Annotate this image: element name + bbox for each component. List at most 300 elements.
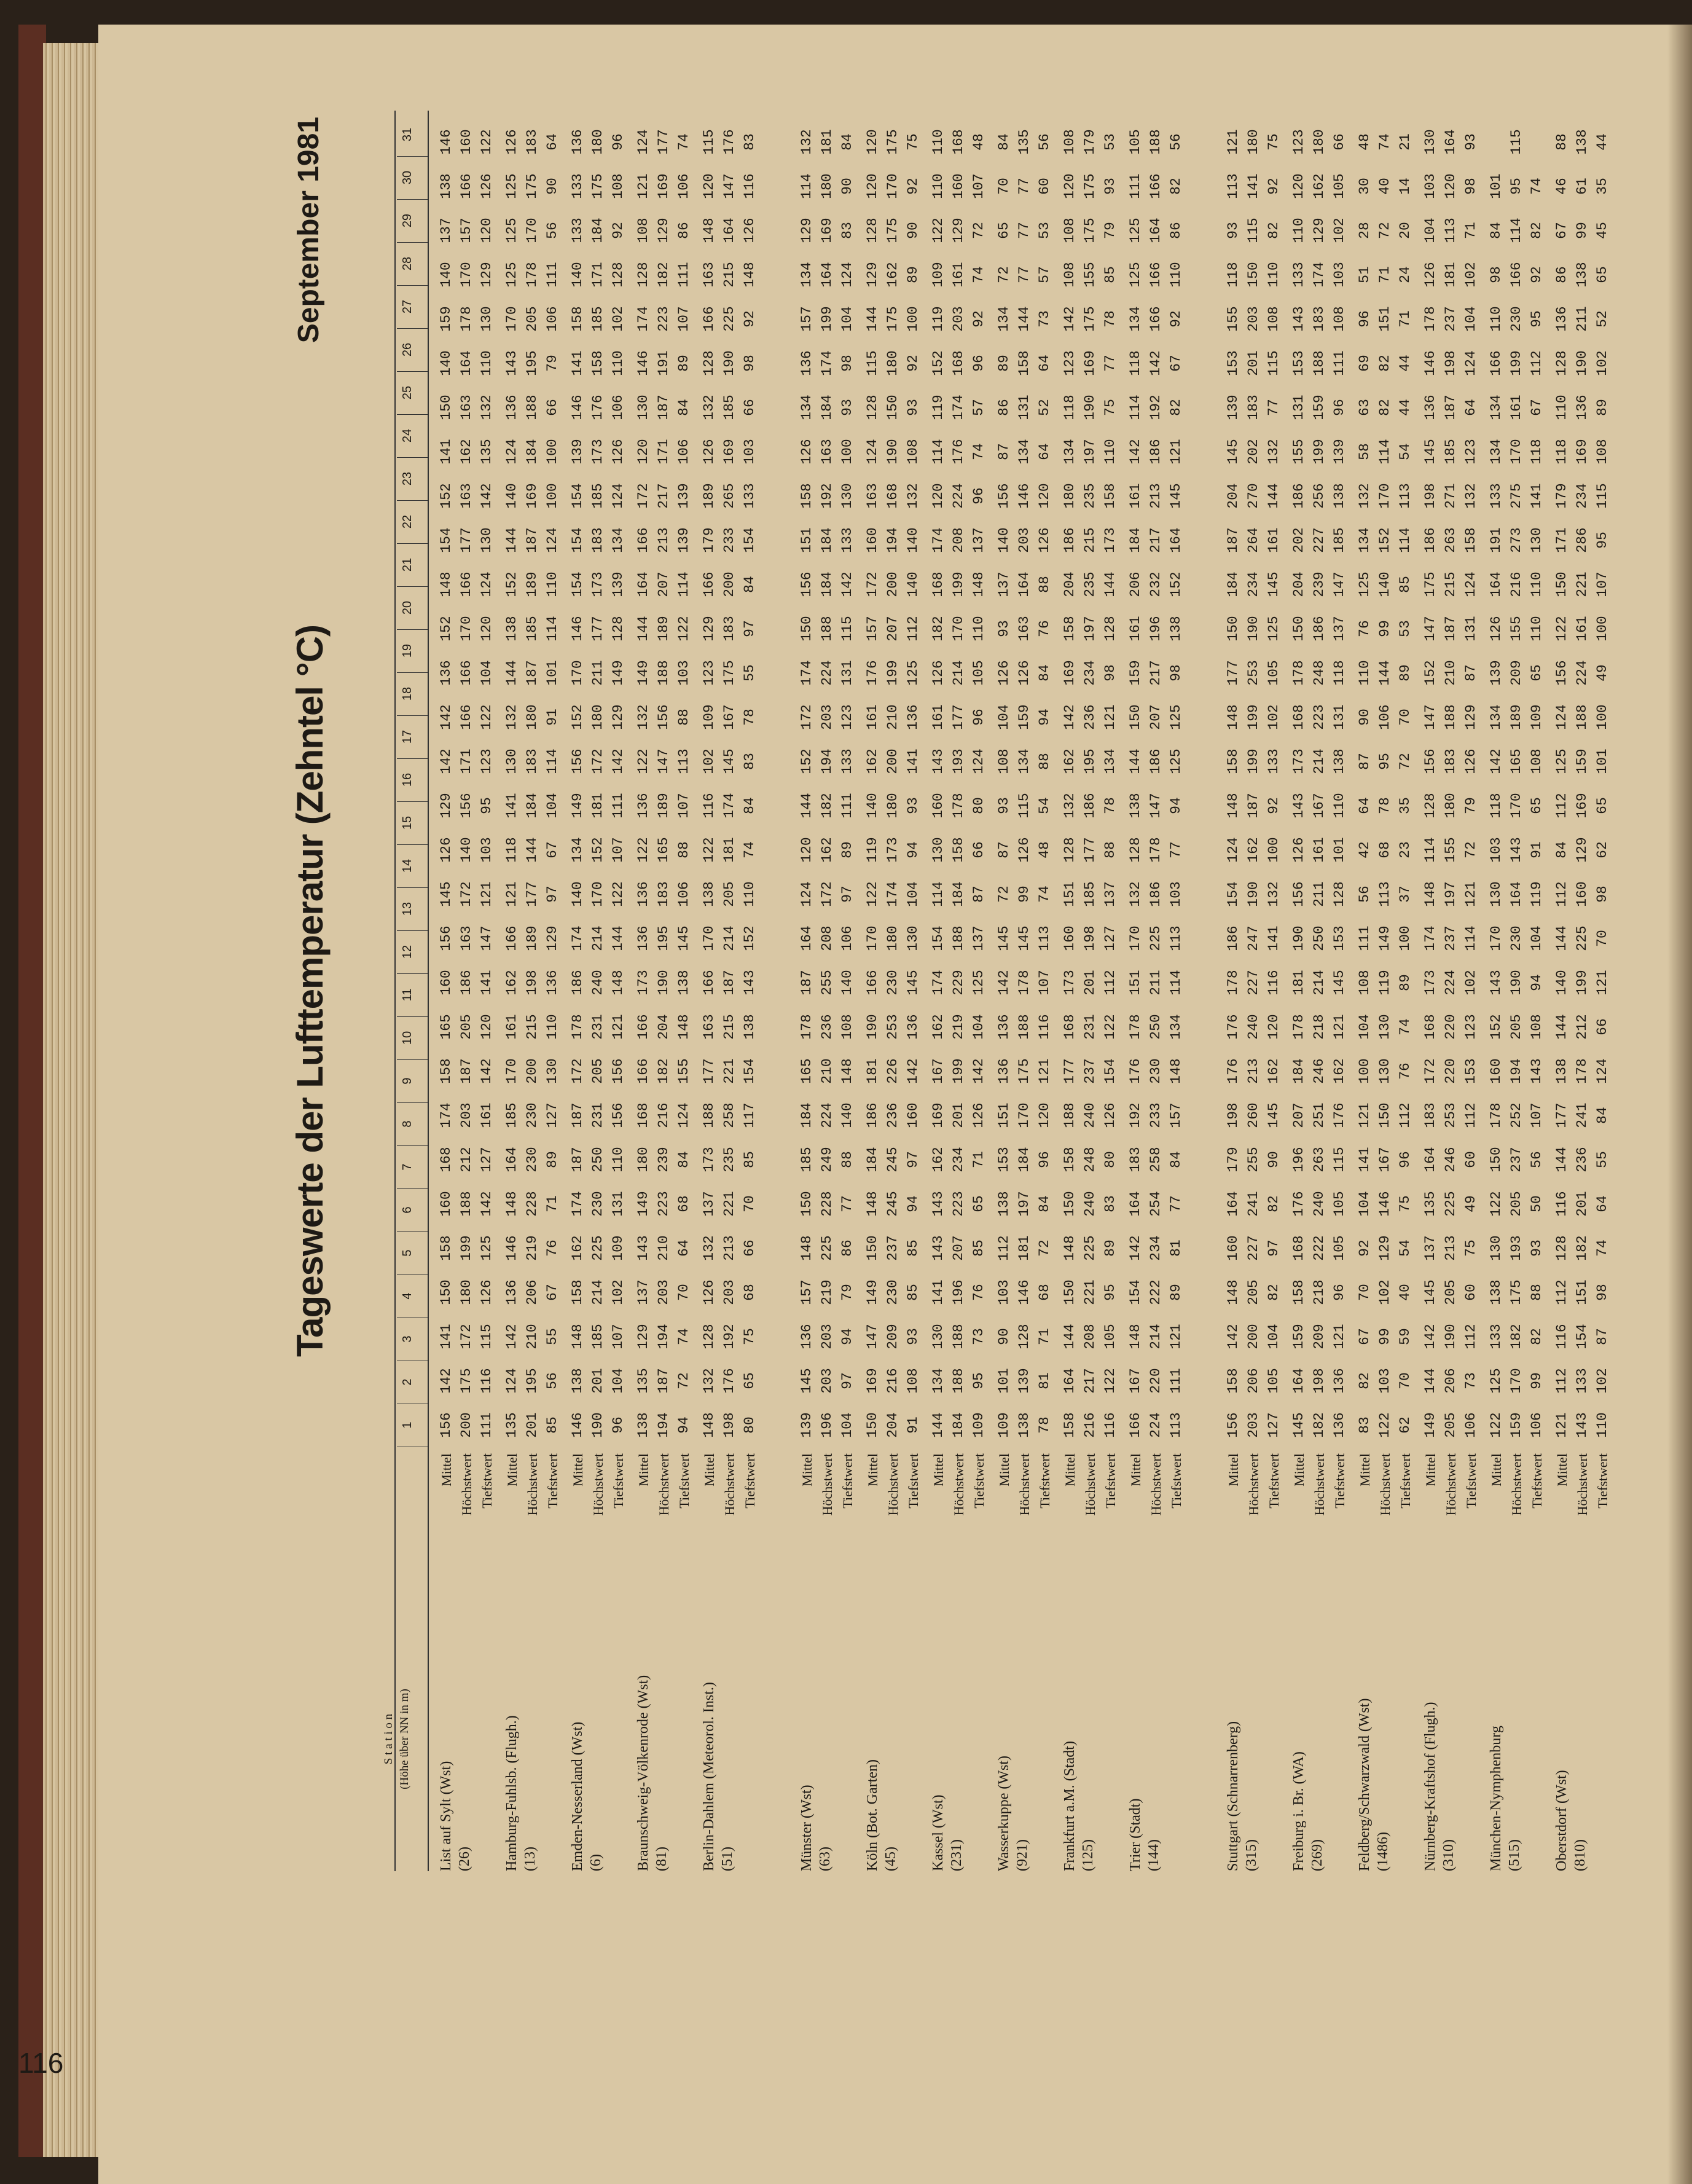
table-cell: 177 [1225, 660, 1241, 686]
table-cell: 170 [1508, 1368, 1524, 1394]
table-cell: 84 [742, 797, 758, 814]
table-cell: 147 [1422, 616, 1438, 642]
table-cell: 186 [864, 1102, 880, 1128]
table-cell: 170 [864, 925, 880, 951]
station-elevation: (26) [456, 1847, 472, 1871]
table-cell: 113 [676, 748, 692, 774]
table-cell: 223 [656, 306, 672, 332]
table-cell: 212 [1574, 1014, 1590, 1040]
table-cell: 221 [721, 1058, 737, 1084]
table-cell: 76 [1357, 620, 1373, 637]
table-cell: 109 [701, 704, 717, 730]
table-cell: 90 [1266, 1151, 1282, 1168]
table-cell: 134 [1016, 439, 1032, 465]
table-cell: 88 [1036, 753, 1052, 770]
table-cell: 168 [1291, 704, 1307, 730]
station-name: Wasserkuppe (Wst) [996, 1755, 1012, 1871]
table-cell: 230 [1508, 925, 1524, 951]
table-cell: 147 [1148, 793, 1164, 819]
table-cell: 187 [799, 970, 815, 996]
month-label: September 1981 [292, 117, 325, 344]
table-cell: 185 [590, 306, 606, 332]
table-cell: 150 [1245, 262, 1261, 288]
table-cell: 110 [1266, 262, 1282, 288]
day-number: 26 [401, 342, 414, 357]
table-cell: 198 [1082, 925, 1098, 951]
table-cell: 151 [1127, 970, 1143, 996]
table-cell: 260 [1245, 1102, 1261, 1128]
table-cell: 126 [1488, 616, 1504, 642]
table-cell: 177 [524, 881, 540, 907]
table-cell: 172 [819, 881, 835, 907]
table-cell: 148 [864, 1191, 880, 1217]
table-cell: 44 [1397, 355, 1413, 372]
table-cell: 103 [479, 837, 495, 863]
table-cell: 71 [971, 1151, 987, 1168]
table-cell: 169 [721, 439, 737, 465]
table-cell: 71 [1377, 266, 1393, 283]
table-cell: 177 [590, 616, 606, 642]
table-cell: 160 [1062, 925, 1078, 951]
table-cell: 88 [1554, 133, 1570, 151]
table-cell: 151 [1062, 881, 1078, 907]
table-cell: 196 [1291, 1147, 1307, 1173]
table-cell: 176 [1225, 1014, 1241, 1040]
table-cell: 134 [610, 527, 626, 553]
table-cell: 207 [950, 1235, 966, 1261]
table-cell: 174 [819, 350, 835, 376]
table-cell: 214 [590, 925, 606, 951]
table-cell: 132 [1463, 483, 1479, 509]
day-number: 22 [401, 514, 414, 529]
table-cell: 103 [676, 660, 692, 686]
table-cell: 108 [1357, 970, 1373, 996]
table-cell: 157 [799, 1279, 815, 1305]
table-cell: 166 [458, 173, 474, 199]
row-values [1244, 120, 1264, 1447]
table-cell: 81 [1168, 1239, 1184, 1257]
table-cell: 103 [1168, 881, 1184, 907]
table-cell: 152 [1168, 572, 1184, 597]
table-cell: 96 [1331, 1284, 1347, 1301]
table-cell: 154 [1574, 1324, 1590, 1349]
table-cell: 173 [1062, 970, 1078, 996]
row-label: Mittel [1423, 1453, 1438, 1487]
table-cell: 130 [635, 395, 651, 420]
table-cell: 144 [610, 925, 626, 951]
table-cell: 110 [1168, 262, 1184, 288]
table-cell: 128 [701, 350, 717, 376]
table-cell: 164 [1443, 129, 1459, 155]
table-cell: 182 [1574, 1235, 1590, 1261]
table-cell: 184 [524, 439, 540, 465]
table-cell: 138 [676, 970, 692, 996]
table-cell: 146 [570, 1412, 586, 1438]
table-cell: 177 [1062, 1058, 1078, 1084]
table-cell: 198 [1311, 1368, 1327, 1394]
table-cell: 142 [479, 483, 495, 509]
table-cell: 73 [1463, 1372, 1479, 1389]
table-cell: 103 [1377, 1368, 1393, 1394]
table-cell: 224 [819, 660, 835, 686]
table-cell: 180 [458, 1279, 474, 1305]
day-number: 3 [401, 1335, 414, 1343]
table-cell: 108 [610, 173, 626, 199]
table-cell: 102 [701, 748, 717, 774]
table-cell: 68 [742, 1284, 758, 1301]
table-cell: 136 [635, 925, 651, 951]
table-cell: 178 [1291, 660, 1307, 686]
table-cell: 82 [1529, 222, 1545, 239]
table-cell: 188 [1016, 1014, 1032, 1040]
table-cell: 84 [676, 399, 692, 416]
station-elevation: (921) [1014, 1839, 1030, 1871]
table-cell: 255 [819, 970, 835, 996]
table-cell: 186 [1291, 483, 1307, 509]
table-cell: 143 [1574, 1412, 1590, 1438]
table-cell: 126 [438, 837, 454, 863]
table-cell: 127 [479, 1147, 495, 1173]
table-cell: 183 [1311, 306, 1327, 332]
table-cell: 230 [590, 1191, 606, 1217]
table-cell: 197 [1082, 439, 1098, 465]
table-cell: 72 [1463, 841, 1479, 858]
table-cell: 156 [458, 793, 474, 819]
table-cell: 94 [839, 1328, 855, 1345]
table-cell: 124 [839, 262, 855, 288]
table-cell: 106 [544, 306, 560, 332]
table-cell: 213 [1148, 483, 1164, 509]
table-cell: 162 [1062, 748, 1078, 774]
table-cell: 125 [1488, 1368, 1504, 1394]
station-elevation: (269) [1309, 1839, 1325, 1871]
table-row [654, 111, 674, 1871]
table-cell: 132 [1062, 793, 1078, 819]
table-cell: 247 [1245, 925, 1261, 951]
table-cell: 220 [1148, 1368, 1164, 1394]
table-cell: 112 [1529, 350, 1545, 376]
table-cell: 57 [971, 399, 987, 416]
station-name: Emden-Nesserland (Wst) [570, 1721, 586, 1871]
table-cell: 258 [1148, 1147, 1164, 1173]
table-cell: 194 [819, 748, 835, 774]
table-cell: 40 [1377, 178, 1393, 195]
table-cell: 234 [1082, 660, 1098, 686]
table-cell: 30 [1357, 178, 1373, 195]
table-row [949, 111, 969, 1871]
table-cell: 186 [1148, 748, 1164, 774]
row-values [969, 120, 989, 1447]
table-row [928, 111, 949, 1871]
table-cell: 225 [1082, 1235, 1098, 1261]
day-number: 25 [401, 385, 414, 400]
table-cell: 208 [1082, 1324, 1098, 1349]
table-cell: 158 [590, 350, 606, 376]
table-cell: 116 [1036, 1014, 1052, 1040]
table-cell: 74 [1397, 1018, 1413, 1035]
table-cell: 125 [1554, 748, 1570, 774]
table-cell: 106 [676, 173, 692, 199]
table-cell: 51 [1357, 266, 1373, 283]
table-cell: 169 [656, 173, 672, 199]
table-cell: 200 [458, 1412, 474, 1438]
table-cell: 154 [438, 527, 454, 553]
table-cell: 68 [1377, 841, 1393, 858]
table-cell: 177 [950, 704, 966, 730]
table-cell: 168 [438, 1147, 454, 1173]
table-cell: 172 [458, 1324, 474, 1349]
table-cell: 114 [544, 748, 560, 774]
table-cell: 162 [930, 1014, 946, 1040]
table-cell: 110 [930, 129, 946, 155]
table-cell: 124 [635, 129, 651, 155]
day-number: 5 [401, 1249, 414, 1257]
table-cell: 230 [1148, 1058, 1164, 1084]
table-cell: 142 [1062, 704, 1078, 730]
table-cell: 249 [819, 1147, 835, 1173]
table-cell: 104 [839, 306, 855, 332]
table-cell: 115 [1508, 129, 1524, 155]
table-cell: 270 [1245, 483, 1261, 509]
table-cell: 131 [1016, 395, 1032, 420]
table-cell: 203 [1245, 1412, 1261, 1438]
table-cell: 92 [742, 310, 758, 328]
table-cell: 155 [1443, 837, 1459, 863]
table-cell: 180 [885, 793, 901, 819]
day-number: 27 [401, 299, 414, 314]
table-cell: 233 [1148, 1102, 1164, 1128]
table-cell: 99 [1529, 1372, 1545, 1389]
table-cell: 83 [1102, 1195, 1118, 1212]
row-label: Mittel [1062, 1453, 1078, 1487]
table-cell: 205 [1443, 1412, 1459, 1438]
table-cell: 83 [742, 753, 758, 770]
row-label: Höchstwert [1017, 1453, 1032, 1516]
table-cell: 145 [799, 1368, 815, 1394]
row-label: Höchstwert [656, 1453, 672, 1516]
table-cell: 245 [885, 1147, 901, 1173]
table-cell: 90 [544, 178, 560, 195]
table-cell: 106 [676, 439, 692, 465]
table-cell: 92 [905, 178, 921, 195]
table-cell: 117 [742, 1102, 758, 1128]
table-cell: 71 [1397, 310, 1413, 328]
table-cell: 96 [1397, 1151, 1413, 1168]
table-cell: 94 [1036, 709, 1052, 726]
table-cell: 140 [570, 881, 586, 907]
table-cell: 170 [1488, 925, 1504, 951]
table-cell: 143 [1508, 837, 1524, 863]
table-cell: 141 [570, 350, 586, 376]
row-label: Mittel [570, 1453, 586, 1487]
table-cell: 136 [1331, 1368, 1347, 1394]
table-cell: 59 [1397, 1328, 1413, 1345]
table-cell: 174 [570, 925, 586, 951]
table-cell: 188 [950, 925, 966, 951]
table-cell: 115 [864, 350, 880, 376]
table-cell: 178 [524, 262, 540, 288]
row-values [542, 120, 563, 1447]
table-cell: 233 [721, 527, 737, 553]
table-cell: 162 [458, 439, 474, 465]
table-cell: 122 [1102, 1368, 1118, 1394]
station-name: Münster (Wst) [799, 1785, 815, 1871]
table-cell: 124 [1594, 1058, 1610, 1084]
table-cell: 248 [1082, 1147, 1098, 1173]
table-cell: 152 [570, 704, 586, 730]
table-cell: 67 [1554, 222, 1570, 239]
table-cell: 170 [1508, 793, 1524, 819]
day-number: 18 [401, 686, 414, 701]
table-cell: 68 [676, 1195, 692, 1212]
table-cell: 70 [996, 178, 1012, 195]
table-cell: 120 [1291, 173, 1307, 199]
table-cell: 184 [590, 218, 606, 243]
table-cell: 231 [590, 1102, 606, 1128]
table-cell: 60 [1463, 1284, 1479, 1301]
table-cell: 197 [1016, 1191, 1032, 1217]
table-cell: 114 [799, 173, 815, 199]
table-cell: 188 [1062, 1102, 1078, 1128]
table-cell: 188 [950, 1368, 966, 1394]
table-cell: 77 [1016, 266, 1032, 283]
table-cell: 205 [590, 1058, 606, 1084]
table-cell: 75 [905, 133, 921, 151]
table-cell: 189 [524, 572, 540, 597]
table-cell: 167 [930, 1058, 946, 1084]
table-cell: 112 [1102, 970, 1118, 996]
table-cell: 203 [656, 1279, 672, 1305]
table-cell: 89 [544, 1151, 560, 1168]
table-row [1420, 111, 1441, 1871]
table-cell: 91 [905, 1416, 921, 1434]
table-cell: 131 [610, 1191, 626, 1217]
table-cell: 96 [1331, 399, 1347, 416]
table-cell: 180 [885, 350, 901, 376]
table-cell: 72 [996, 886, 1012, 903]
table-cell: 64 [544, 133, 560, 151]
table-cell: 172 [799, 704, 815, 730]
table-cell: 156 [799, 572, 815, 597]
day-number: 7 [401, 1163, 414, 1171]
table-cell: 178 [570, 1014, 586, 1040]
table-cell: 240 [1245, 1014, 1261, 1040]
table-cell: 141 [504, 793, 520, 819]
table-cell: 116 [701, 793, 717, 819]
row-label: Mittel [1291, 1453, 1307, 1487]
table-cell: 219 [950, 1014, 966, 1040]
table-cell: 124 [676, 1102, 692, 1128]
table-cell: 176 [950, 439, 966, 465]
table-cell: 138 [1574, 262, 1590, 288]
table-row [633, 111, 654, 1871]
table-cell: 137 [971, 527, 987, 553]
table-cell: 122 [610, 881, 626, 907]
table-cell: 140 [504, 483, 520, 509]
table-cell: 139 [676, 527, 692, 553]
table-cell: 136 [570, 129, 586, 155]
table-cell: 120 [479, 1014, 495, 1040]
table-cell: 85 [905, 1239, 921, 1257]
table-cell: 112 [1463, 1102, 1479, 1128]
table-cell: 50 [1529, 1195, 1545, 1212]
table-cell: 173 [1422, 970, 1438, 996]
table-cell: 126 [610, 439, 626, 465]
table-cell: 199 [1245, 748, 1261, 774]
table-cell: 170 [524, 218, 540, 243]
table-cell: 199 [950, 572, 966, 597]
table-cell: 232 [1148, 572, 1164, 597]
row-values [1527, 164, 1547, 1447]
table-cell: 230 [524, 1102, 540, 1128]
table-cell: 122 [479, 129, 495, 155]
table-row [817, 111, 837, 1871]
table-cell: 125 [504, 218, 520, 243]
table-cell: 166 [864, 970, 880, 996]
table-cell: 150 [1127, 704, 1143, 730]
table-cell: 98 [839, 355, 855, 372]
row-label: Tiefstwert [906, 1453, 921, 1509]
table-cell: 108 [839, 1014, 855, 1040]
table-cell: 132 [1357, 483, 1373, 509]
table-cell: 186 [458, 970, 474, 996]
table-cell: 112 [1554, 1279, 1570, 1305]
table-cell: 113 [1168, 925, 1184, 951]
table-cell: 106 [1377, 704, 1393, 730]
table-cell: 119 [930, 395, 946, 420]
table-cell: 91 [544, 709, 560, 726]
table-cell: 102 [1594, 1368, 1610, 1394]
table-cell: 178 [950, 793, 966, 819]
day-number: 1 [401, 1421, 414, 1429]
row-label: Mittel [1357, 1453, 1373, 1487]
table-cell: 169 [1574, 793, 1590, 819]
row-label: Mittel [931, 1453, 946, 1487]
table-cell: 129 [799, 218, 815, 243]
table-cell: 100 [544, 439, 560, 465]
table-cell: 113 [1036, 925, 1052, 951]
table-cell: 90 [996, 1328, 1012, 1345]
table-cell: 124 [1554, 704, 1570, 730]
table-cell: 111 [1127, 173, 1143, 199]
table-cell: 133 [570, 218, 586, 243]
table-cell: 55 [544, 1328, 560, 1345]
table-cell: 124 [504, 1368, 520, 1394]
table-cell: 134 [1062, 439, 1078, 465]
table-cell: 130 [1488, 881, 1504, 907]
station-name: Kassel (Wst) [930, 1794, 946, 1871]
table-cell: 176 [721, 1368, 737, 1394]
table-cell: 142 [1062, 306, 1078, 332]
table-cell: 188 [701, 1102, 717, 1128]
table-cell: 178 [1225, 970, 1241, 996]
table-cell: 24 [1397, 266, 1413, 283]
table-cell: 171 [590, 262, 606, 288]
table-cell: 122 [930, 218, 946, 243]
table-cell: 124 [544, 527, 560, 553]
table-cell: 92 [610, 222, 626, 239]
table-cell: 169 [819, 218, 835, 243]
row-values [1166, 120, 1186, 1447]
table-cell: 97 [544, 886, 560, 903]
table-cell: 178 [1291, 1014, 1307, 1040]
table-cell: 79 [544, 355, 560, 372]
table-cell: 125 [1168, 704, 1184, 730]
table-cell: 197 [1443, 881, 1459, 907]
table-cell: 174 [950, 395, 966, 420]
table-cell: 37 [1397, 886, 1413, 903]
table-cell: 141 [479, 970, 495, 996]
